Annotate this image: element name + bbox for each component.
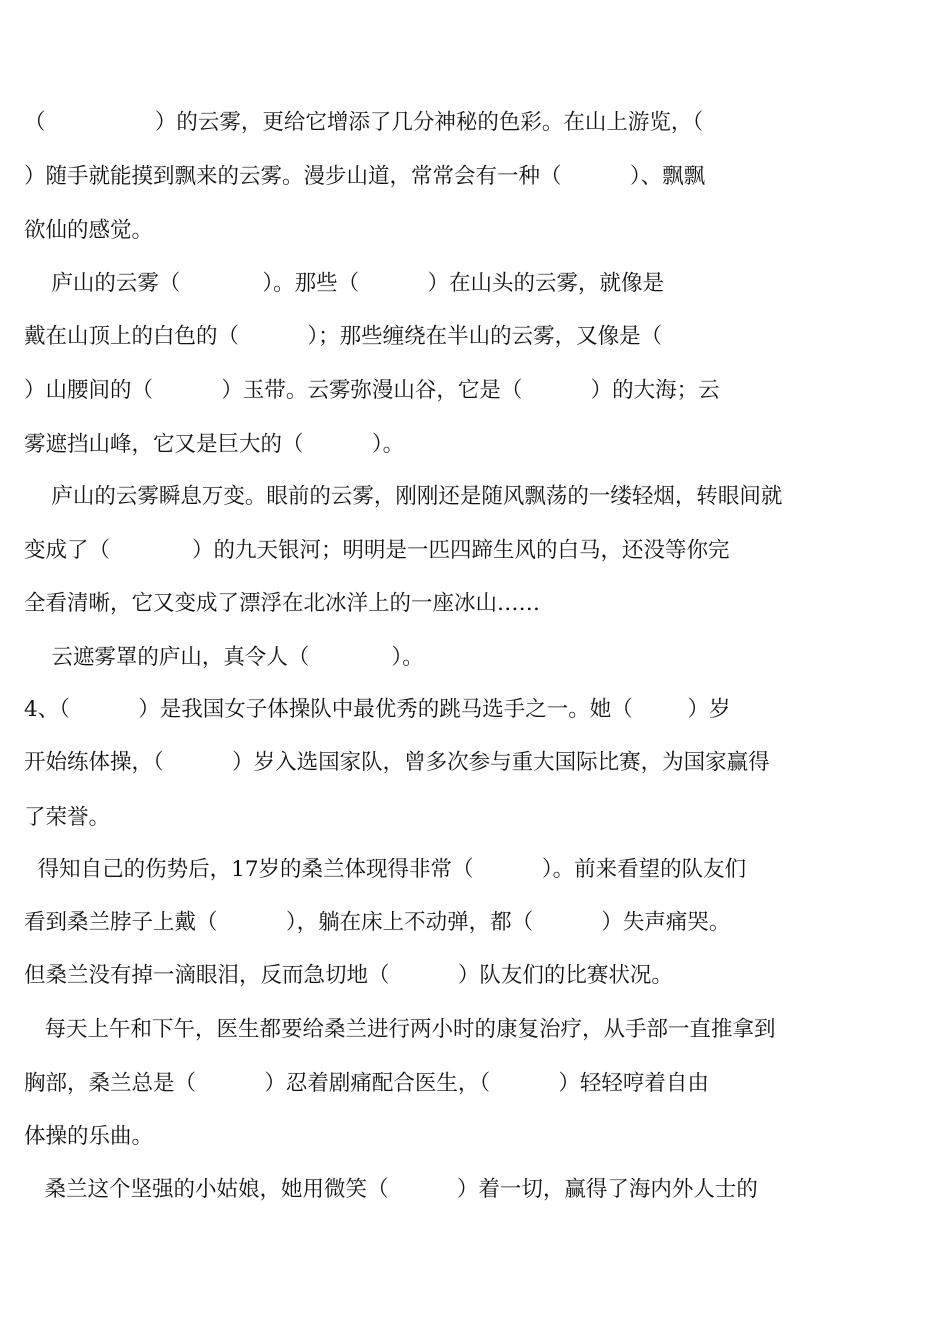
- text-line: 了荣誉。: [24, 805, 111, 830]
- text-line: （ ）的云雾，更给它增添了几分神秘的色彩。在山上游览，（: [24, 110, 704, 135]
- text-line: 戴在山顶上的白色的（ ）；那些缠绕在半山的云雾，又像是（: [24, 324, 663, 349]
- text-line: 开始练体操，（ ）岁入选国家队，曾多次参与重大国际比赛，为国家赢得: [24, 750, 770, 775]
- text-line: 每天上午和下午，医生都要给桑兰进行两小时的康复治疗，从手部一直推拿到: [24, 1017, 776, 1042]
- text-line: 胸部，桑兰总是（ ）忍着剧痛配合医生，（ ）轻轻哼着自由: [24, 1071, 709, 1096]
- text-line: 4、（ ）是我国女子体操队中最优秀的跳马选手之一。她（ ）岁: [24, 697, 731, 722]
- text-line: 桑兰这个坚强的小姑娘，她用微笑（ ）着一切，赢得了海内外人士的: [24, 1177, 758, 1202]
- text-line: ）随手就能摸到飘来的云雾。漫步山道，常常会有一种（ ）、飘飘: [24, 164, 706, 189]
- text-line: 变成了（ ）的九天银河；明明是一匹四蹄生风的白马，还没等你完: [24, 538, 730, 563]
- text-line: 云遮雾罩的庐山，真令人（ ）。: [24, 645, 424, 670]
- text-line: ）山腰间的（ ）玉带。云雾弥漫山谷，它是（ ）的大海；云: [24, 378, 720, 403]
- text-line: 欲仙的感觉。: [24, 218, 154, 243]
- text-line: 体操的乐曲。: [24, 1124, 154, 1149]
- text-line: 雾遮挡山峰，它又是巨大的（ ）。: [24, 432, 405, 457]
- text-line: 但桑兰没有掉一滴眼泪，反而急切地（ ）队友们的比赛状况。: [24, 963, 673, 988]
- text-line: 庐山的云雾（ ）。那些（ ）在山头的云雾，就像是: [24, 271, 664, 296]
- text-line: 全看清晰，它又变成了漂浮在北冰洋上的一座冰山……: [24, 591, 541, 616]
- text-line: 看到桑兰脖子上戴（ ），躺在床上不动弹，都（ ）失声痛哭。: [24, 910, 731, 935]
- text-line: 得知自己的伤势后，17岁的桑兰体现得非常（ ）。前来看望的队友们: [24, 857, 747, 882]
- text-line: 庐山的云雾瞬息万变。眼前的云雾，刚刚还是随风飘荡的一缕轻烟，转眼间就: [24, 484, 783, 509]
